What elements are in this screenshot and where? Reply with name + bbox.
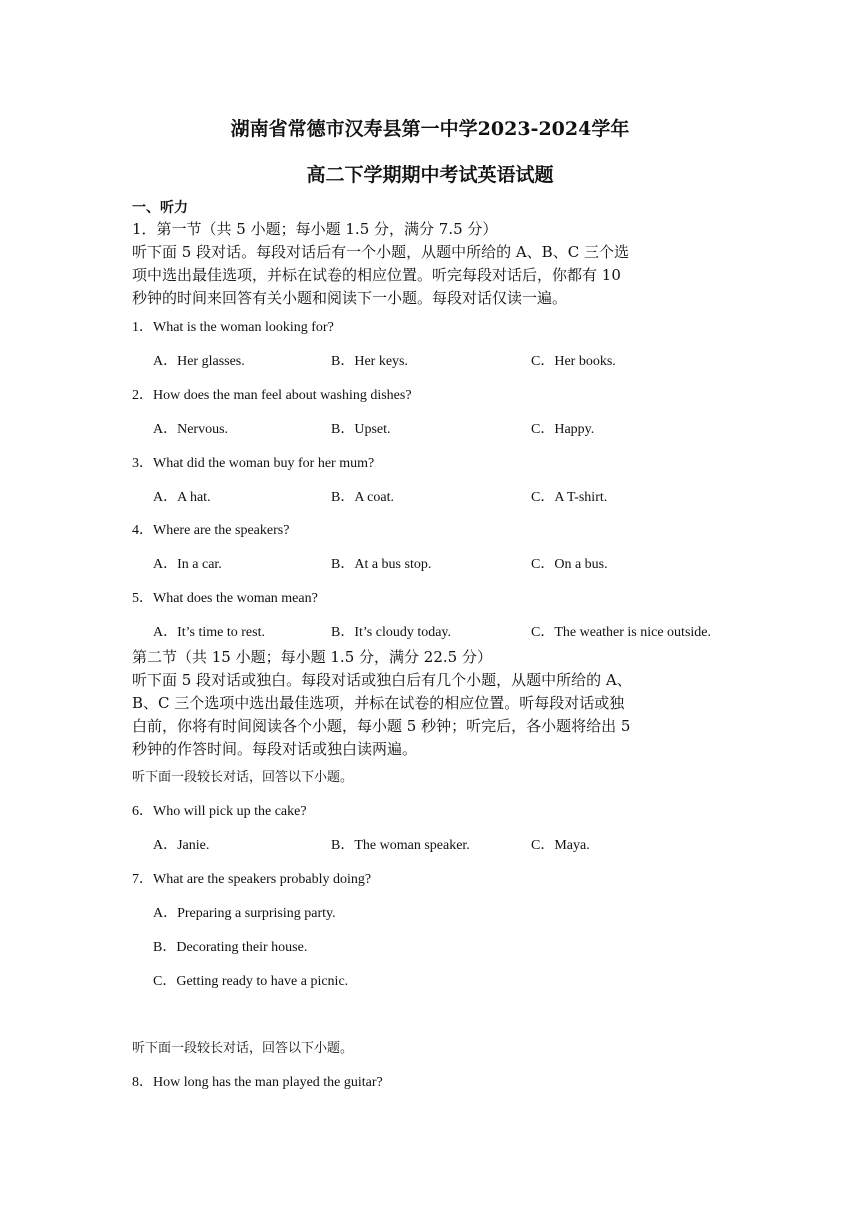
question-stem: 4．Where are the speakers? (132, 523, 290, 538)
option-c: C．Maya. (531, 838, 590, 853)
question-stem: 7．What are the speakers probably doing? (132, 872, 372, 887)
option-b: B．Upset. (331, 422, 391, 437)
part2-instruction-line: 听下面 5 段对话或独白。每段对话或独白后有几个小题，从题中所给的 A、 (132, 671, 632, 689)
option-b: B．A coat. (331, 490, 394, 505)
option-b: B．It’s cloudy today. (331, 625, 452, 640)
dialogue-note: 听下面一段较长对话，回答以下小题。 (132, 770, 354, 785)
part1-header: 1．第一节（共 5 小题；每小题 1.5 分，满分 7.5 分） (132, 220, 498, 238)
option-a: A．Preparing a surprising party. (153, 906, 336, 921)
option-b: B．The woman speaker. (331, 838, 470, 853)
part2-instruction-line: 白前，你将有时间阅读各个小题，每小题 5 秒钟；听完后，各小题将给出 5 (132, 717, 631, 735)
option-c: C．Getting ready to have a picnic. (153, 974, 349, 989)
question-stem: 1．What is the woman looking for? (132, 320, 334, 335)
part1-instruction-line: 听下面 5 段对话。每段对话后有一个小题，从题中所给的 A、B、C 三个选 (132, 243, 629, 261)
part1-instruction-line: 秒钟的时间来回答有关小题和阅读下一小题。每段对话仅读一遍。 (132, 289, 568, 307)
option-c: C．Her books. (531, 354, 616, 369)
option-c: C．Happy. (531, 422, 595, 437)
exam-title-line-2: 高二下学期期中考试英语试题 (306, 164, 554, 186)
option-a: A．Her glasses. (153, 354, 245, 369)
option-b: B．Decorating their house. (153, 940, 308, 955)
option-b: B．At a bus stop. (331, 557, 432, 572)
dialogue-note: 听下面一段较长对话，回答以下小题。 (132, 1041, 354, 1056)
option-c: C．A T-shirt. (531, 490, 608, 505)
question-stem: 5．What does the woman mean? (132, 591, 318, 606)
option-c: C．The weather is nice outside. (531, 625, 712, 640)
part2-header: 第二节（共 15 小题；每小题 1.5 分，满分 22.5 分） (132, 648, 492, 666)
part2-instruction-line: B、C 三个选项中选出最佳选项，并标在试卷的相应位置。听每段对话或独 (132, 694, 625, 712)
part1-instruction-line: 项中选出最佳选项，并标在试卷的相应位置。听完每段对话后，你都有 10 (132, 266, 621, 284)
option-a: A．A hat. (153, 490, 211, 505)
exam-title-line-1: 湖南省常德市汉寿县第一中学2023-2024学年 (230, 118, 630, 140)
section-heading-listening: 一、听力 (132, 200, 188, 216)
question-stem: 3．What did the woman buy for her mum? (132, 456, 375, 471)
option-b: B．Her keys. (331, 354, 408, 369)
question-stem: 8．How long has the man played the guitar? (132, 1075, 383, 1090)
option-a: A．It’s time to rest. (153, 625, 265, 640)
option-c: C．On a bus. (531, 557, 608, 572)
option-a: A．Nervous. (153, 422, 229, 437)
question-stem: 6．Who will pick up the cake? (132, 804, 307, 819)
part2-instruction-line: 秒钟的作答时间。每段对话或独白读两遍。 (132, 740, 418, 758)
option-a: A．Janie. (153, 838, 210, 853)
question-stem: 2．How does the man feel about washing dishes? (132, 388, 412, 403)
option-a: A．In a car. (153, 557, 222, 572)
